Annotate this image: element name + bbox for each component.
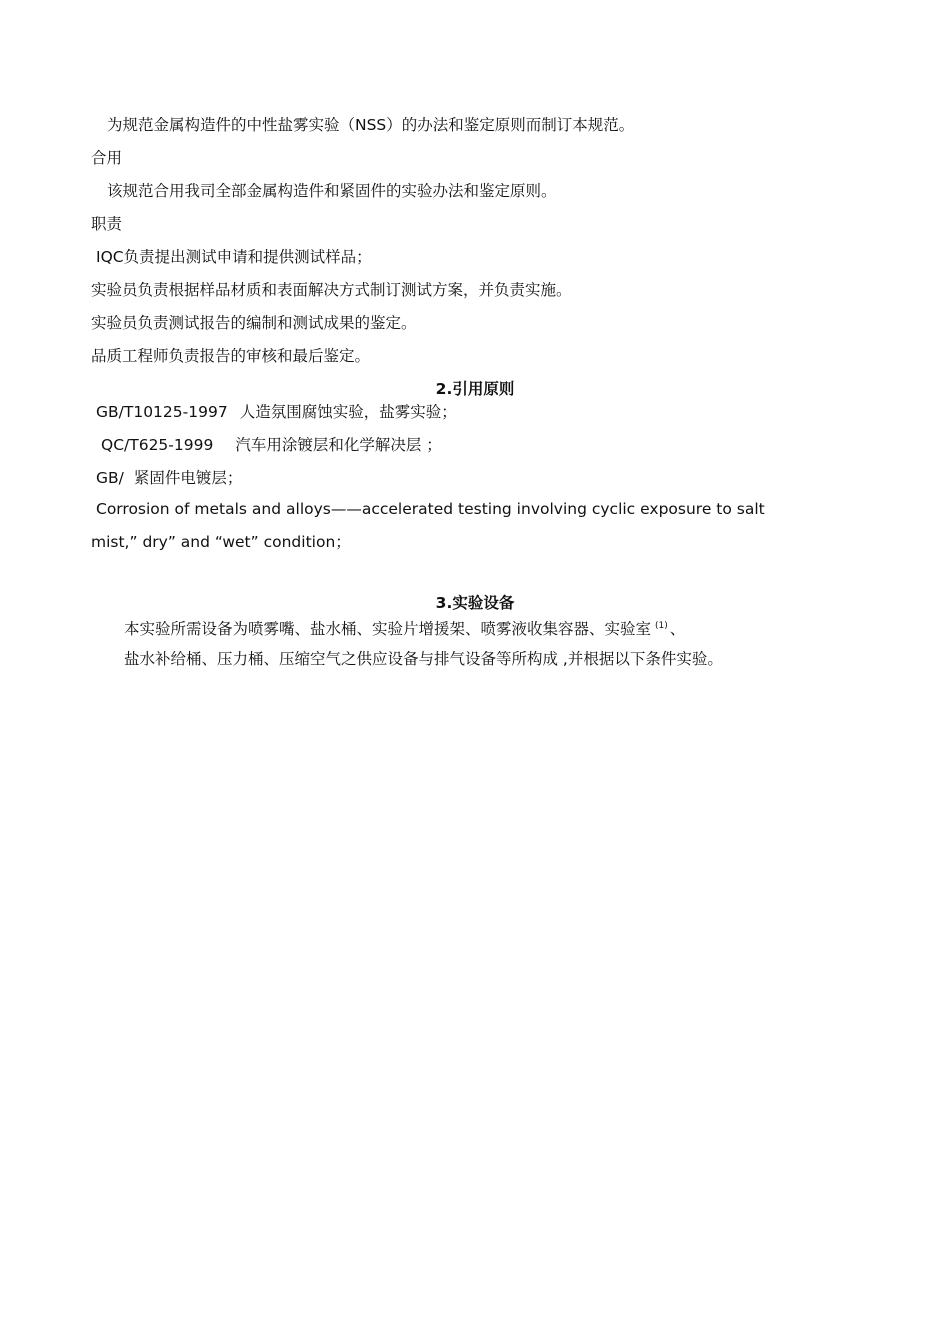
reference-title: 紧固件电镀层；: [133, 469, 243, 487]
duty-item-test-plan: 实验员负责根据样品材质和表面解决方式制订测试方案，并负责实施。: [91, 281, 572, 299]
footnote-marker: (1): [655, 621, 668, 631]
duty-item-report: 实验员负责测试报告的编制和测试成果的鉴定。: [91, 314, 417, 332]
reference-title: 汽车用涂镀层和化学解决层 ；: [235, 436, 442, 454]
duties-title: 职责: [91, 215, 123, 233]
equipment-heading: 3.实验设备: [435, 594, 515, 612]
scope-title: 合用: [91, 149, 123, 167]
equipment-line1-text: 本实验所需设备为喷雾嘴、盐水桶、实验片增援架、喷雾液收集容器、实验室: [124, 620, 652, 638]
duty-item-iqc: IQC负责提出测试申请和提供测试样品；: [96, 248, 372, 266]
duty-item-review: 品质工程师负责报告的审核和最后鉴定。: [91, 347, 371, 365]
reference-item: [96, 468, 242, 488]
reference-iso-line2: mist,” dry” and “wet” condition；: [91, 533, 351, 551]
equipment-line2: 盐水补给桶、压力桶、压缩空气之供应设备与排气设备等所构成 ,并根据以下条件实验。: [124, 650, 723, 668]
reference-code: QC/T625-1999: [101, 436, 214, 454]
purpose-text: 为规范金属构造件的中性盐雾实验（NSS）的办法和鉴定原则而制订本规范。: [107, 116, 635, 134]
reference-iso-line1: Corrosion of metals and alloys——accelerated testing involving cyclic exposure to salt: [96, 500, 765, 518]
reference-code: GB/T10125-1997: [96, 403, 228, 421]
references-heading: 2.引用原则: [435, 380, 515, 398]
reference-item: [101, 435, 442, 455]
reference-title: 人造氛围腐蚀实验，盐雾实验；: [239, 403, 457, 421]
reference-item: [96, 402, 457, 422]
reference-code: GB/: [96, 469, 124, 487]
equipment-line1: [124, 616, 685, 639]
equipment-line1-end: 、: [669, 620, 686, 638]
scope-text: 该规范合用我司全部金属构造件和紧固件的实验办法和鉴定原则。: [107, 182, 557, 200]
